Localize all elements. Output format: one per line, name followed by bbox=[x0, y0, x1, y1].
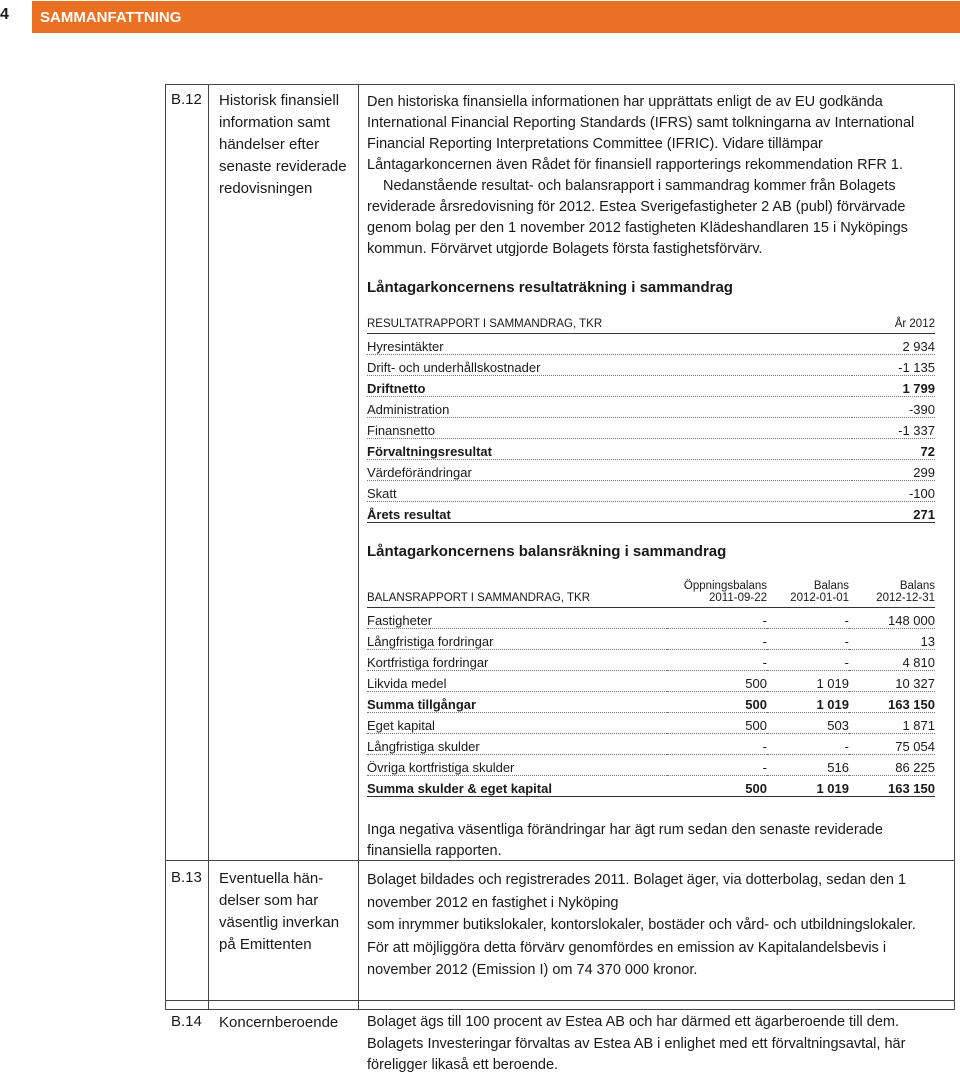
balance-row bbox=[367, 692, 935, 713]
income-row bbox=[367, 438, 935, 459]
income-row-value: -1 135 bbox=[852, 354, 935, 375]
b13-paragraph-2: som inrymmer butikslokaler, kontorslokaler, bostäder och vård- och utbildningslokaler. bbox=[367, 917, 916, 933]
income-row-value: 299 bbox=[852, 459, 935, 480]
balance-row-value: 1 871 bbox=[849, 713, 935, 734]
income-statement-title: Låntagarkoncernens resultaträkning i sammandrag bbox=[367, 279, 733, 296]
b12-closing-paragraph: Inga negativa väsentliga förändringar har ägt rum sedan den senaste reviderade finansiella rapporten. bbox=[367, 822, 883, 859]
income-row-value: 72 bbox=[852, 438, 935, 459]
balance-row bbox=[367, 671, 935, 692]
balance-row bbox=[367, 713, 935, 734]
income-header-row bbox=[367, 312, 935, 333]
item-heading-b12: Historisk finansiell information samt händelser efter senaste reviderade redovisningen bbox=[219, 92, 347, 197]
balance-row-label: Eget kapital bbox=[367, 713, 667, 734]
balance-row-value: 148 000 bbox=[849, 608, 935, 629]
balance-row-value: 13 bbox=[849, 629, 935, 650]
income-row-value: -390 bbox=[852, 396, 935, 417]
balance-row-label: Fastigheter bbox=[367, 608, 667, 629]
balance-row-value: 516 bbox=[767, 755, 849, 776]
balance-row-value: 1 019 bbox=[767, 776, 849, 797]
income-row-label: Finansnetto bbox=[367, 417, 852, 438]
b14-paragraph-1: Bolaget ägs till 100 procent av Estea AB och har därmed ett ägarberoende till dem. Bolagets Investeringar förvaltas av Estea AB i enlighet med ett förvaltningsavtal, här föreligger likaså ett beroende. bbox=[367, 1014, 906, 1073]
item-id-b12: B.12 bbox=[171, 91, 202, 108]
balance-row bbox=[367, 650, 935, 671]
income-row bbox=[367, 396, 935, 417]
balance-header-label: BALANSRAPPORT I SAMMANDRAG, TKR bbox=[367, 580, 667, 608]
income-row-value: -100 bbox=[852, 480, 935, 501]
balance-row-value: 500 bbox=[667, 692, 767, 713]
income-row-label: Värdeförändringar bbox=[367, 459, 852, 480]
item-id-b14: B.14 bbox=[171, 1013, 202, 1030]
balance-row-value: - bbox=[767, 650, 849, 671]
balance-row-value: - bbox=[667, 650, 767, 671]
balance-sheet-title: Låntagarkoncernens balansräkning i sammandrag bbox=[367, 543, 727, 560]
balance-row-label: Summa skulder & eget kapital bbox=[367, 776, 667, 797]
balance-row-label: Likvida medel bbox=[367, 671, 667, 692]
income-row-label: Skatt bbox=[367, 480, 852, 501]
balance-row-value: - bbox=[667, 734, 767, 755]
income-row-value: 2 934 bbox=[852, 333, 935, 354]
balance-row bbox=[367, 608, 935, 629]
balance-row-label: Kortfristiga fordringar bbox=[367, 650, 667, 671]
balance-row-value: 163 150 bbox=[849, 692, 935, 713]
page-number: 4 bbox=[0, 6, 9, 23]
balance-row bbox=[367, 776, 935, 797]
balance-row-value: 500 bbox=[667, 713, 767, 734]
b13-content bbox=[367, 869, 933, 982]
income-row bbox=[367, 501, 935, 522]
income-row-value: 271 bbox=[852, 501, 935, 522]
balance-row-value: 4 810 bbox=[849, 650, 935, 671]
income-row-label: Förvaltningsresultat bbox=[367, 438, 852, 459]
income-row-label: Hyresintäkter bbox=[367, 333, 852, 354]
income-row-label: Drift- och underhållskostnader bbox=[367, 354, 852, 375]
income-row bbox=[367, 375, 935, 396]
b12-intro bbox=[367, 92, 933, 260]
income-row-value: 1 799 bbox=[852, 375, 935, 396]
balance-header-col-2: Balans 2012-01-01 bbox=[767, 580, 849, 608]
balance-header-col-1: Öppningsbalans 2011-09-22 bbox=[667, 580, 767, 608]
b12-paragraph-1: Den historiska finansiella informationen har upprättats enligt de av EU godkända International Financial Reporting Standards (IFRS) samt tolkningarna av International Financial Reporting Interpretations Committee (IFRIC). Vidare tillämpar Låntagarkoncernen även Rådet för finansiell rapporterings rekommendation RFR 1. bbox=[367, 94, 915, 173]
b13-paragraph-3: För att möjliggöra detta förvärv genomfördes en emission av Kapitalandelsbevis i november 2012 (Emission I) om 74 370 000 kronor. bbox=[367, 939, 887, 978]
balance-row-value: 500 bbox=[667, 671, 767, 692]
balance-row-label: Långfristiga skulder bbox=[367, 734, 667, 755]
balance-row bbox=[367, 755, 935, 776]
item-heading-b14: Koncernberoende bbox=[219, 1014, 339, 1031]
income-statement-table bbox=[367, 312, 935, 523]
item-heading-b13: Eventuella hän- delser som har väsentlig inverkan på Emittenten bbox=[219, 870, 340, 953]
income-row bbox=[367, 333, 935, 354]
balance-row-value: - bbox=[767, 608, 849, 629]
income-row bbox=[367, 417, 935, 438]
balance-row bbox=[367, 734, 935, 755]
balance-row-label: Långfristiga fordringar bbox=[367, 629, 667, 650]
balance-row-value: - bbox=[767, 629, 849, 650]
balance-row-value: - bbox=[767, 734, 849, 755]
balance-row-value: 503 bbox=[767, 713, 849, 734]
income-row-label: Årets resultat bbox=[367, 501, 852, 522]
b13-paragraph-1: Bolaget bildades och registrerades 2011. Bolaget äger, via dotterbolag, sedan den 1 november 2012 en fastighet i Nyköping bbox=[367, 872, 907, 911]
balance-row-value: 10 327 bbox=[849, 671, 935, 692]
income-header-year: År 2012 bbox=[852, 312, 935, 333]
balance-row bbox=[367, 629, 935, 650]
balance-row-value: 1 019 bbox=[767, 671, 849, 692]
balance-header-col-3: Balans 2012-12-31 bbox=[849, 580, 935, 608]
b12-paragraph-2: Nedanstående resultat- och balansrapport i sammandrag kommer från Bolagets reviderade årsredovisning för 2012. Estea Sverigefastigheter 2 AB (publ) förvärvade genom bolag per den 1 november 2012 fastigheten Klädeshandlaren 15 i Nyköpings kommun. Förvärvet utgjorde Bolagets första fastighetsförvärv. bbox=[367, 178, 908, 257]
income-row-label: Administration bbox=[367, 396, 852, 417]
balance-row-value: 163 150 bbox=[849, 776, 935, 797]
income-row bbox=[367, 459, 935, 480]
income-row-value: -1 337 bbox=[852, 417, 935, 438]
balance-row-value: 75 054 bbox=[849, 734, 935, 755]
item-id-b13: B.13 bbox=[171, 869, 202, 886]
b12-closing bbox=[367, 820, 933, 862]
balance-row-label: Övriga kortfristiga skulder bbox=[367, 755, 667, 776]
balance-row-value: - bbox=[667, 608, 767, 629]
balance-sheet-table bbox=[367, 580, 935, 797]
balance-row-value: 86 225 bbox=[849, 755, 935, 776]
balance-row-value: - bbox=[667, 629, 767, 650]
income-row-label: Driftnetto bbox=[367, 375, 852, 396]
income-header-label: RESULTATRAPPORT I SAMMANDRAG, TKR bbox=[367, 312, 852, 333]
balance-header-row bbox=[367, 580, 935, 608]
income-row bbox=[367, 354, 935, 375]
section-title-banner: SAMMANFATTNING bbox=[32, 1, 960, 33]
balance-row-value: 500 bbox=[667, 776, 767, 797]
income-row bbox=[367, 480, 935, 501]
balance-row-value: 1 019 bbox=[767, 692, 849, 713]
balance-row-value: - bbox=[667, 755, 767, 776]
balance-row-label: Summa tillgångar bbox=[367, 692, 667, 713]
b14-content bbox=[367, 1012, 933, 1077]
